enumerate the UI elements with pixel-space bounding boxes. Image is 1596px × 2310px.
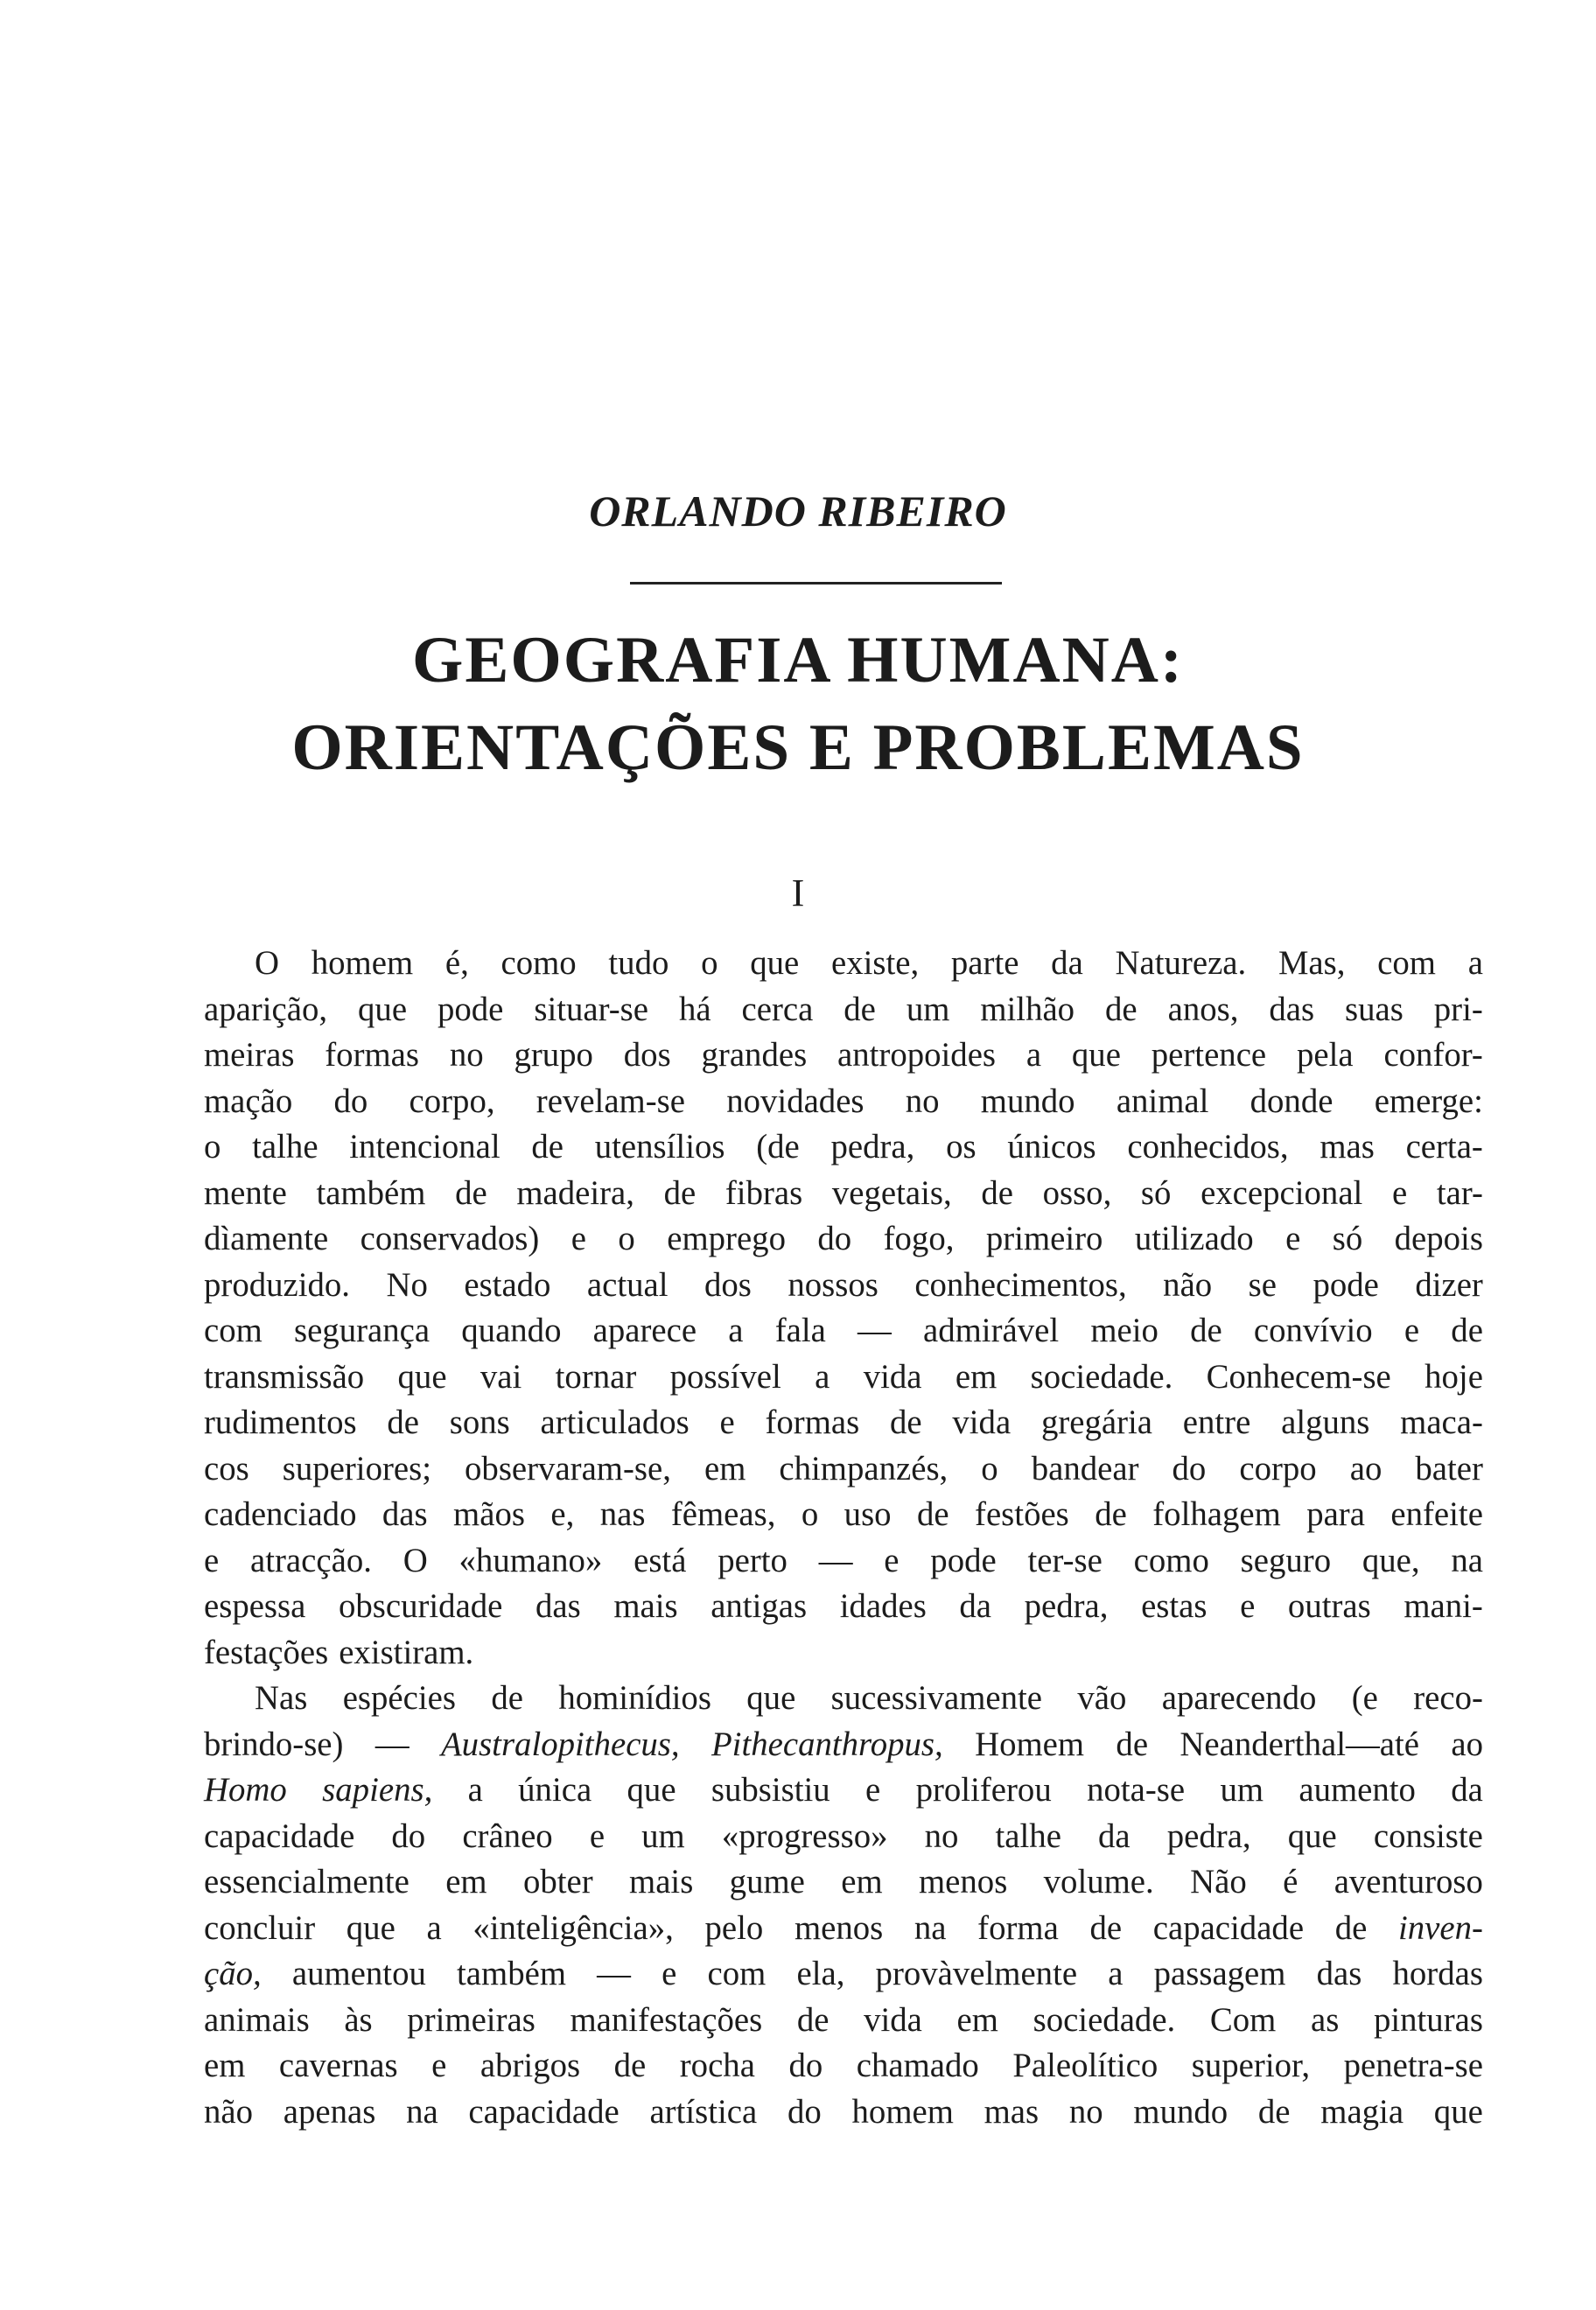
body-text (204, 941, 1483, 2135)
text-line: rudimentos de sons articulados e formas de vida gregária entre alguns maca- (204, 1404, 1483, 1441)
text-line: cadenciado das mãos e, nas fêmeas, o uso de festões de folhagem para enfeite (204, 1495, 1483, 1533)
text-line: dìamente conservados) e o emprego do fogo, primeiro utilizado e só depois (204, 1220, 1483, 1257)
author-name: ORLANDO RIBEIRO (589, 486, 1007, 536)
text-line: com segurança quando aparece a fala — admirável meio de convívio e de (204, 1312, 1483, 1349)
article-title (0, 617, 1596, 792)
text-line: espessa obscuridade das mais antigas idades da pedra, estas e outras mani- (204, 1587, 1483, 1625)
text-line: concluir que a «inteligência», pelo menos na forma de capacidade de inven- (204, 1908, 1483, 1947)
text-line: mação do corpo, revelam-se novidades no mundo animal donde emerge: (204, 1082, 1483, 1120)
text-line: O homem é, como tudo o que existe, parte da Natureza. Mas, com a (255, 944, 1483, 982)
text-line: Homo sapiens, a única que subsistiu e proliferou nota-se um aumento da (204, 1771, 1483, 1809)
text-line: aparição, que pode situar-se há cerca de um milhão de anos, das suas pri- (204, 990, 1483, 1028)
text-line: capacidade do crâneo e um «progresso» no talhe da pedra, que consiste (204, 1816, 1483, 1855)
text-line: brindo-se) — Australopithecus, Pithecanthropus, Homem de Neanderthal—até ao (204, 1725, 1483, 1763)
text-line: produzido. No estado actual dos nossos conhecimentos, não se pode dizer (204, 1265, 1483, 1304)
text-line: o talhe intencional de utensílios (de pedra, os únicos conhecidos, mas certa- (204, 1128, 1483, 1166)
title-line-2: ORIENTAÇÕES E PROBLEMAS (291, 711, 1305, 784)
text-line: ção, aumentou também — e com ela, provàvelmente a passagem das hordas (204, 1955, 1483, 1992)
text-line: e atracção. O «humano» está perto — e pode ter-se como seguro que, na (204, 1541, 1483, 1579)
title-line-1: GEOGRAFIA HUMANA: (412, 624, 1184, 696)
text-line: em cavernas e abrigos de rocha do chamado Paleolítico superior, penetra-se (204, 2047, 1483, 2084)
text-line: mente também de madeira, de fibras vegetais, de osso, só excepcional e tar- (204, 1173, 1483, 1212)
text-line: Nas espécies de hominídios que sucessivamente vão aparecendo (e reco- (255, 1679, 1483, 1717)
text-line: essencialmente em obter mais gume em menos volume. Não é aventuroso (204, 1863, 1483, 1900)
text-line: festações existiram. (204, 1633, 474, 1671)
text-line: animais às primeiras manifestações de vida em sociedade. Com as pinturas (204, 2000, 1483, 2039)
title-divider (630, 582, 1002, 584)
text-line: meiras formas no grupo dos grandes antropoides a que pertence pela confor- (204, 1036, 1483, 1074)
section-number: I (791, 872, 805, 914)
text-line: transmissão que vai tornar possível a vida em sociedade. Conhecem-se hoje (204, 1357, 1483, 1396)
text-line: não apenas na capacidade artística do homem mas no mundo de magia que (204, 2092, 1483, 2131)
text-line: cos superiores; observaram-se, em chimpanzés, o bandear do corpo ao bater (204, 1449, 1483, 1488)
